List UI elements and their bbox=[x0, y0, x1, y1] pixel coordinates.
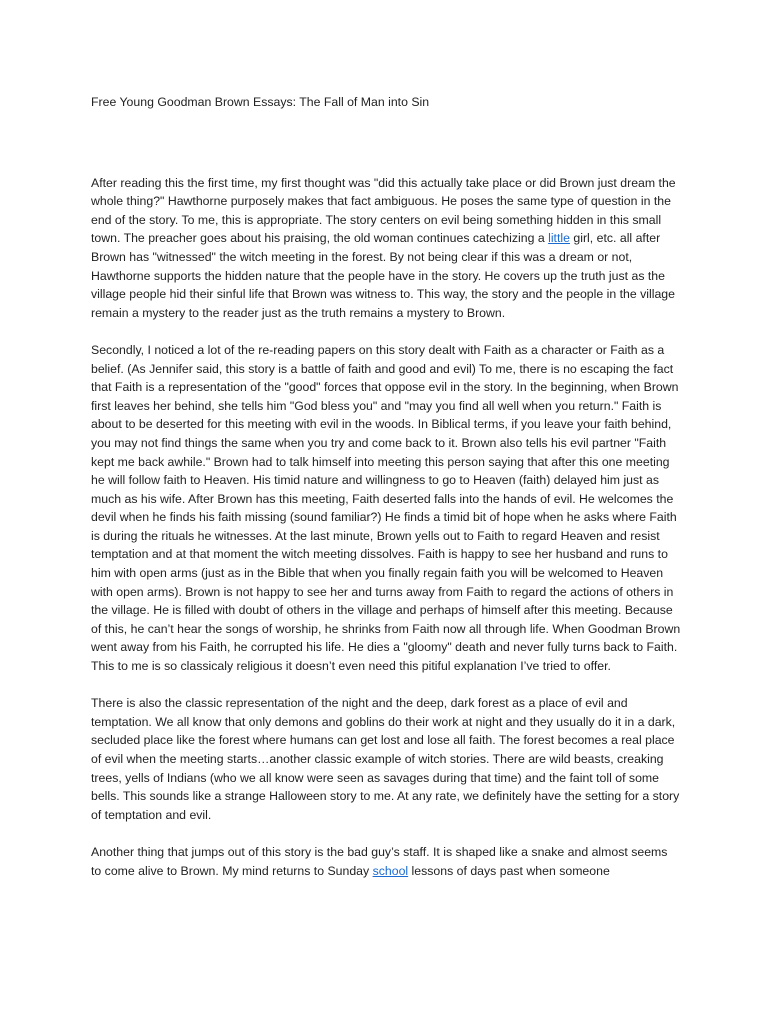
link-little[interactable]: little bbox=[548, 231, 570, 246]
paragraph-1-text-a: After reading this the first time, my first thought was "did this actually take place or did Brown just dream the whole thing?" Hawthorne purposely makes that fact ambiguous. He poses the same type of question in the end of the story. To me, this is appropriate. The story centers on evil being something hidden in this small town. The preacher goes about his praising, the old woman continues catechizing a bbox=[91, 175, 676, 246]
paragraph-1 bbox=[91, 174, 681, 323]
paragraph-3: There is also the classic representation of the night and the deep, dark forest as a place of evil and temptation. We all know that only demons and goblins do their work at night and they usually do it in a dark, secluded place like the forest where humans can get lost and lose all faith. The forest becomes a real place of evil when the meeting starts…another classic example of witch stories. There are wild beasts, creaking trees, yells of Indians (who we all know were seen as savages during that time) and the faint toll of some bells. This sounds like a strange Halloween story to me. At any rate, we definitely have the setting for a story of temptation and evil. bbox=[91, 696, 680, 822]
link-school[interactable]: school bbox=[372, 863, 409, 878]
document-page bbox=[91, 93, 681, 899]
paragraph-1-text-b: girl, etc. all after Brown has "witnessed" the witch meeting in the forest. By not being clear if this was a dream or not, Hawthorne supports the hidden nature that the people have in the story. He covers up the truth just as the village people hid their sinful life that Brown was witness to. This way, the story and the people in the village remain a mystery to the reader just as the truth remains a mystery to Brown. bbox=[91, 231, 675, 320]
paragraph-4 bbox=[91, 843, 681, 880]
paragraph-4-text-a: Another thing that jumps out of this story is the bad guy’s staff. It is shaped like a snake and almost seems to come alive to Brown. My mind returns to Sunday bbox=[91, 844, 668, 878]
document-title: Free Young Goodman Brown Essays: The Fall of Man into Sin bbox=[91, 95, 430, 109]
paragraph-2: Secondly, I noticed a lot of the re-reading papers on this story dealt with Faith as a character or Faith as a belief. (As Jennifer said, this story is a battle of faith and good and evil) To me, there is no escaping the fact that Faith is a representation of the "good" forces that oppose evil in the story. In the beginning, when Brown first leaves her behind, she tells him "God bless you" and "may you find all well when you return." Faith is about to be deserted for this meeting with evil in the woods. In Biblical terms, if you leave your faith behind, you may not find things the same when you try and come back to it. Brown also tells his evil partner "Faith kept me back awhile." Brown had to talk himself into meeting this person saying that after this one meeting he will follow faith to Heaven. His timid nature and willingness to go to Heaven (faith) delayed him just as much as his wife. After Brown has this meeting, Faith deserted falls into the hands of evil. He welcomes the devil when he finds his faith missing (sound familiar?) He finds a timid bit of hope when he asks where Faith is during the rituals he witnesses. At the last minute, Brown yells out to Faith to regard Heaven and resist temptation and at that moment the witch meeting dissolves. Faith is happy to see her husband and runs to him with open arms (just as in the Bible that when you finally regain faith you will be welcomed to Heaven with open arms). Brown is not happy to see her and turns away from Faith to regard the actions of others in the village. He is filled with doubt of others in the village and perhaps of himself after this meeting. Because of this, he can’t hear the songs of worship, he shrinks from Faith now all through life. When Goodman Brown went away from his Faith, he corrupted his life. He dies a "gloomy" death and never fully turns back to Faith. This to me is so classicaly religious it doesn’t even need this pitiful explanation I’ve tried to offer. bbox=[91, 342, 681, 674]
paragraph-4-text-b: lessons of days past when someone bbox=[408, 863, 610, 878]
